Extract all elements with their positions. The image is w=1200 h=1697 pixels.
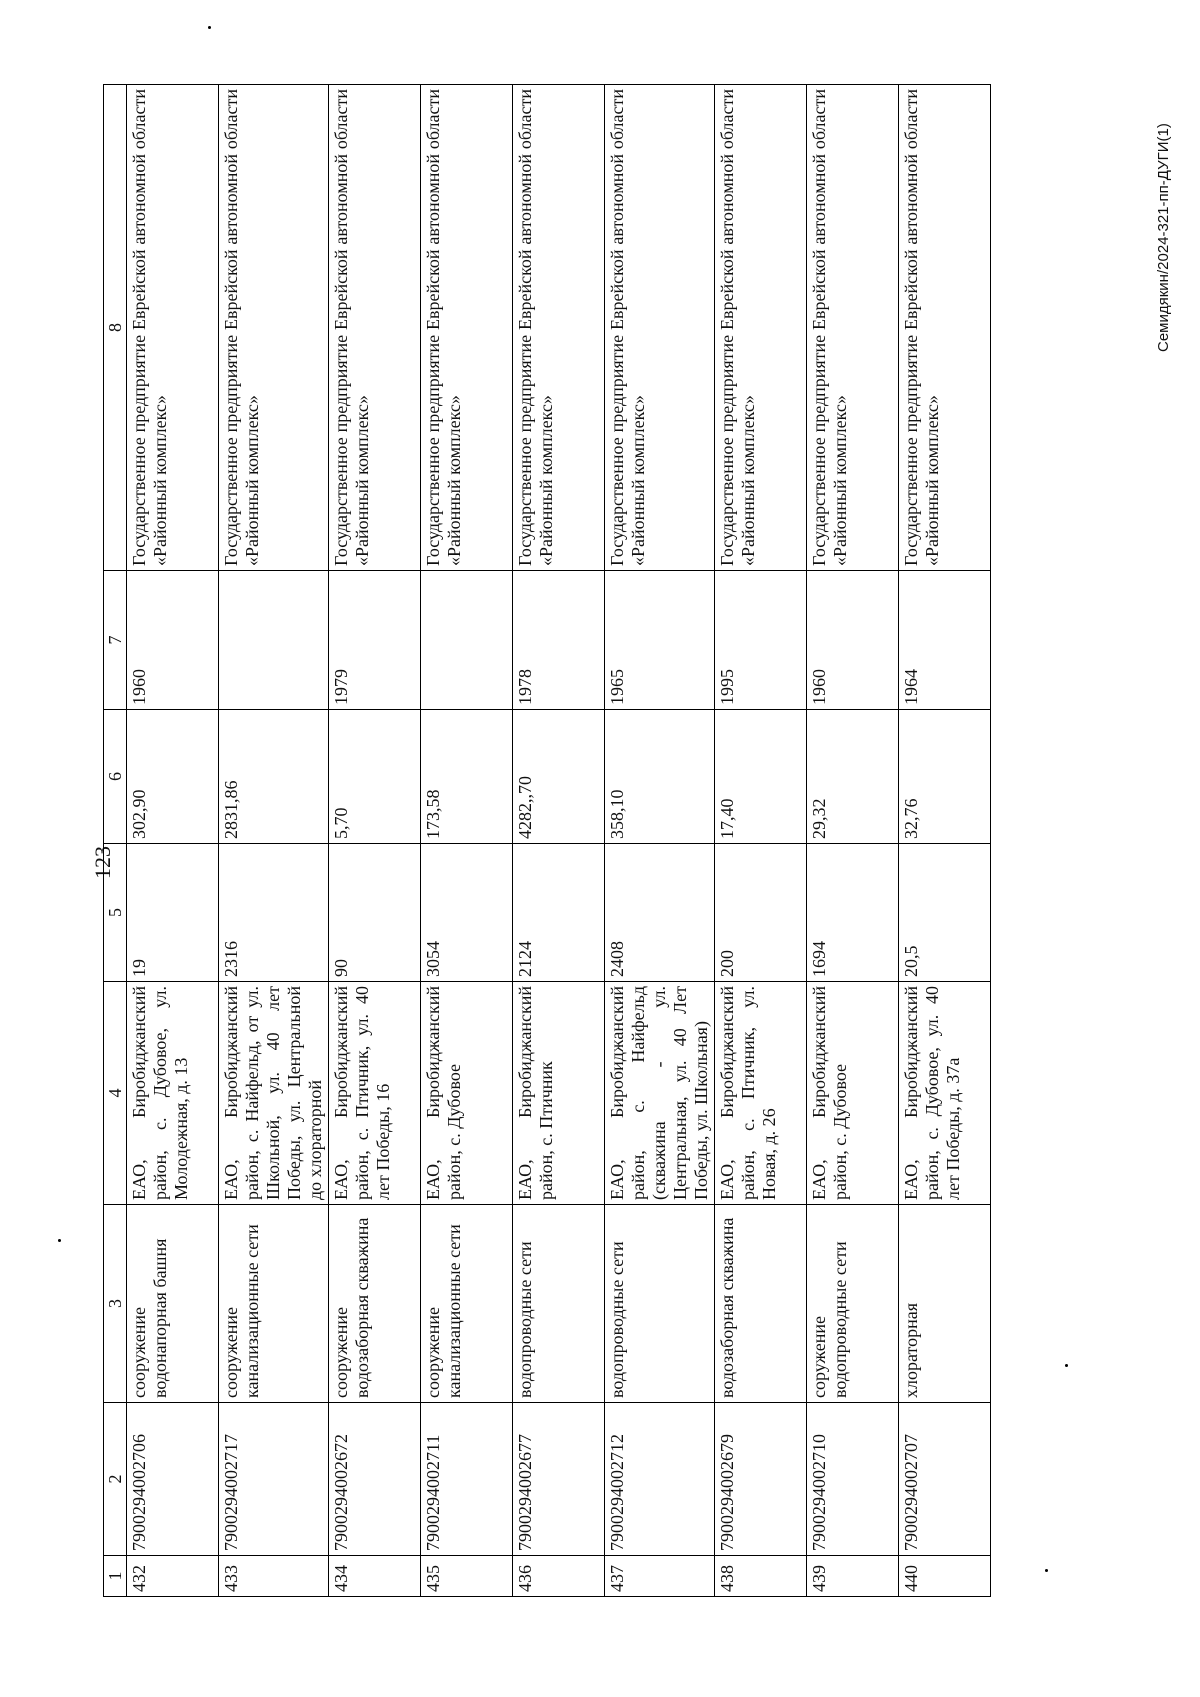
- object-type: сооружение водозаборная скважина: [329, 1205, 421, 1403]
- column-header: 7: [104, 571, 127, 710]
- object-type: сооружение канализационные сети: [421, 1205, 513, 1403]
- table-row: [715, 85, 807, 1597]
- object-owner: Государственное предприятие Еврейской автономной области «Районный комплекс»: [513, 85, 605, 571]
- object-size: 2408: [605, 844, 715, 982]
- object-address: ЕАО, Биробиджанский район, с. Птичник: [513, 982, 605, 1205]
- object-type: водопроводные сети: [513, 1205, 605, 1403]
- object-owner: Государственное предприятие Еврейской автономной области «Районный комплекс»: [127, 85, 219, 571]
- table-row: [899, 85, 991, 1597]
- table-row: [219, 85, 329, 1597]
- row-number: 440: [899, 1556, 991, 1597]
- scan-speck: [58, 1239, 61, 1242]
- object-type: водопроводные сети: [605, 1205, 715, 1403]
- object-type: сооружение водонапорная башня: [127, 1205, 219, 1403]
- object-address: ЕАО, Биробиджанский район, с. Найфельд (скважина - ул. Центральная, ул. 40 Лет Победы, ул. Школьная): [605, 982, 715, 1205]
- object-year: 1964: [899, 571, 991, 710]
- object-value: 29,32: [807, 710, 899, 844]
- table-row: [329, 85, 421, 1597]
- column-header: 4: [104, 982, 127, 1205]
- object-owner: Государственное предприятие Еврейской автономной области «Районный комплекс»: [605, 85, 715, 571]
- object-size: 20,5: [899, 844, 991, 982]
- object-address: ЕАО, Биробиджанский район, с. Птичник, ул. Новая, д. 26: [715, 982, 807, 1205]
- scan-speck: [1065, 1364, 1068, 1367]
- object-address: ЕАО, Биробиджанский район, с. Птичник, ул. 40 лет Победы, 16: [329, 982, 421, 1205]
- row-number: 432: [127, 1556, 219, 1597]
- cadastral-number: 79002940027​17: [219, 1403, 329, 1556]
- object-year: [421, 571, 513, 710]
- row-number: 436: [513, 1556, 605, 1597]
- row-number: 437: [605, 1556, 715, 1597]
- column-header: 8: [104, 85, 127, 571]
- object-type: сооружение канализационные сети: [219, 1205, 329, 1403]
- object-owner: Государственное предприятие Еврейской автономной области «Районный комплекс»: [899, 85, 991, 571]
- page-number: 123: [90, 846, 115, 879]
- object-size: 2316: [219, 844, 329, 982]
- cadastral-number: 790029400270​6: [127, 1403, 219, 1556]
- column-number-row: [104, 85, 127, 1597]
- object-year: 1960: [807, 571, 899, 710]
- object-year: 1965: [605, 571, 715, 710]
- table-row: [127, 85, 219, 1597]
- column-header: 6: [104, 710, 127, 844]
- object-address: ЕАО, Биробиджанский район, с. Дубовое: [807, 982, 899, 1205]
- object-type: соружение водопроводные сети: [807, 1205, 899, 1403]
- object-owner: Государственное предприятие Еврейской автономной области «Районный комплекс»: [715, 85, 807, 571]
- object-value: 32,76: [899, 710, 991, 844]
- object-size: 2124: [513, 844, 605, 982]
- object-owner: Государственное предприятие Еврейской автономной области «Районный комплекс»: [421, 85, 513, 571]
- object-value: 173,58: [421, 710, 513, 844]
- row-number: 434: [329, 1556, 421, 1597]
- object-value: 5,70: [329, 710, 421, 844]
- object-year: 1979: [329, 571, 421, 710]
- object-type: водозаборная скважина: [715, 1205, 807, 1403]
- object-value: 2831,86: [219, 710, 329, 844]
- object-year: 1960: [127, 571, 219, 710]
- object-size: 3054: [421, 844, 513, 982]
- document-code: Семидякин/2024-321-пп-ДУГИ(1): [1155, 123, 1172, 352]
- object-type: хлораторная: [899, 1205, 991, 1403]
- object-address: ЕАО, Биробиджанский район, с. Дубовое, ул. 40 лет Победы, д. 37а: [899, 982, 991, 1205]
- object-value: 4282,,70: [513, 710, 605, 844]
- table-row: [513, 85, 605, 1597]
- column-header: 5: [104, 844, 127, 982]
- cadastral-number: 790029400270​7: [899, 1403, 991, 1556]
- row-number: 439: [807, 1556, 899, 1597]
- object-year: 1995: [715, 571, 807, 710]
- object-owner: Государственное предприятие Еврейской автономной области «Районный комплекс»: [329, 85, 421, 571]
- column-header: 3: [104, 1205, 127, 1403]
- object-owner: Государственное предприятие Еврейской автономной области «Районный комплекс»: [219, 85, 329, 571]
- object-size: 90: [329, 844, 421, 982]
- object-address: ЕАО, Биробиджанский район, с. Дубовое, ул. Молодежная, д. 13: [127, 982, 219, 1205]
- property-table: [103, 84, 991, 1597]
- object-owner: Государственное предприятие Еврейской автономной области «Районный комплекс»: [807, 85, 899, 571]
- row-number: 435: [421, 1556, 513, 1597]
- object-size: 200: [715, 844, 807, 982]
- scan-speck: [208, 26, 211, 29]
- cadastral-number: 790029400267​9: [715, 1403, 807, 1556]
- object-value: 302,90: [127, 710, 219, 844]
- object-address: ЕАО, Биробиджанский район, с. Дубовое: [421, 982, 513, 1205]
- object-size: 19: [127, 844, 219, 982]
- object-year: 1978: [513, 571, 605, 710]
- object-size: 1694: [807, 844, 899, 982]
- object-value: 358,10: [605, 710, 715, 844]
- object-address: ЕАО, Биробиджанский район, с. Найфельд, от ул. Школьной, ул. 40 лет Победы, ул. Центральной до хлораторной: [219, 982, 329, 1205]
- row-number: 433: [219, 1556, 329, 1597]
- object-value: 17,40: [715, 710, 807, 844]
- column-header: 2: [104, 1403, 127, 1556]
- row-number: 438: [715, 1556, 807, 1597]
- column-header: 1: [104, 1556, 127, 1597]
- table-row: [421, 85, 513, 1597]
- cadastral-number: 790029400267​2: [329, 1403, 421, 1556]
- table-row: [807, 85, 899, 1597]
- cadastral-number: 790029400271​0: [807, 1403, 899, 1556]
- table-row: [605, 85, 715, 1597]
- object-year: [219, 571, 329, 710]
- cadastral-number: 790029400267​7: [513, 1403, 605, 1556]
- cadastral-number: 790029400271​1: [421, 1403, 513, 1556]
- cadastral-number: 790029400271​2: [605, 1403, 715, 1556]
- scan-speck: [1045, 1569, 1048, 1572]
